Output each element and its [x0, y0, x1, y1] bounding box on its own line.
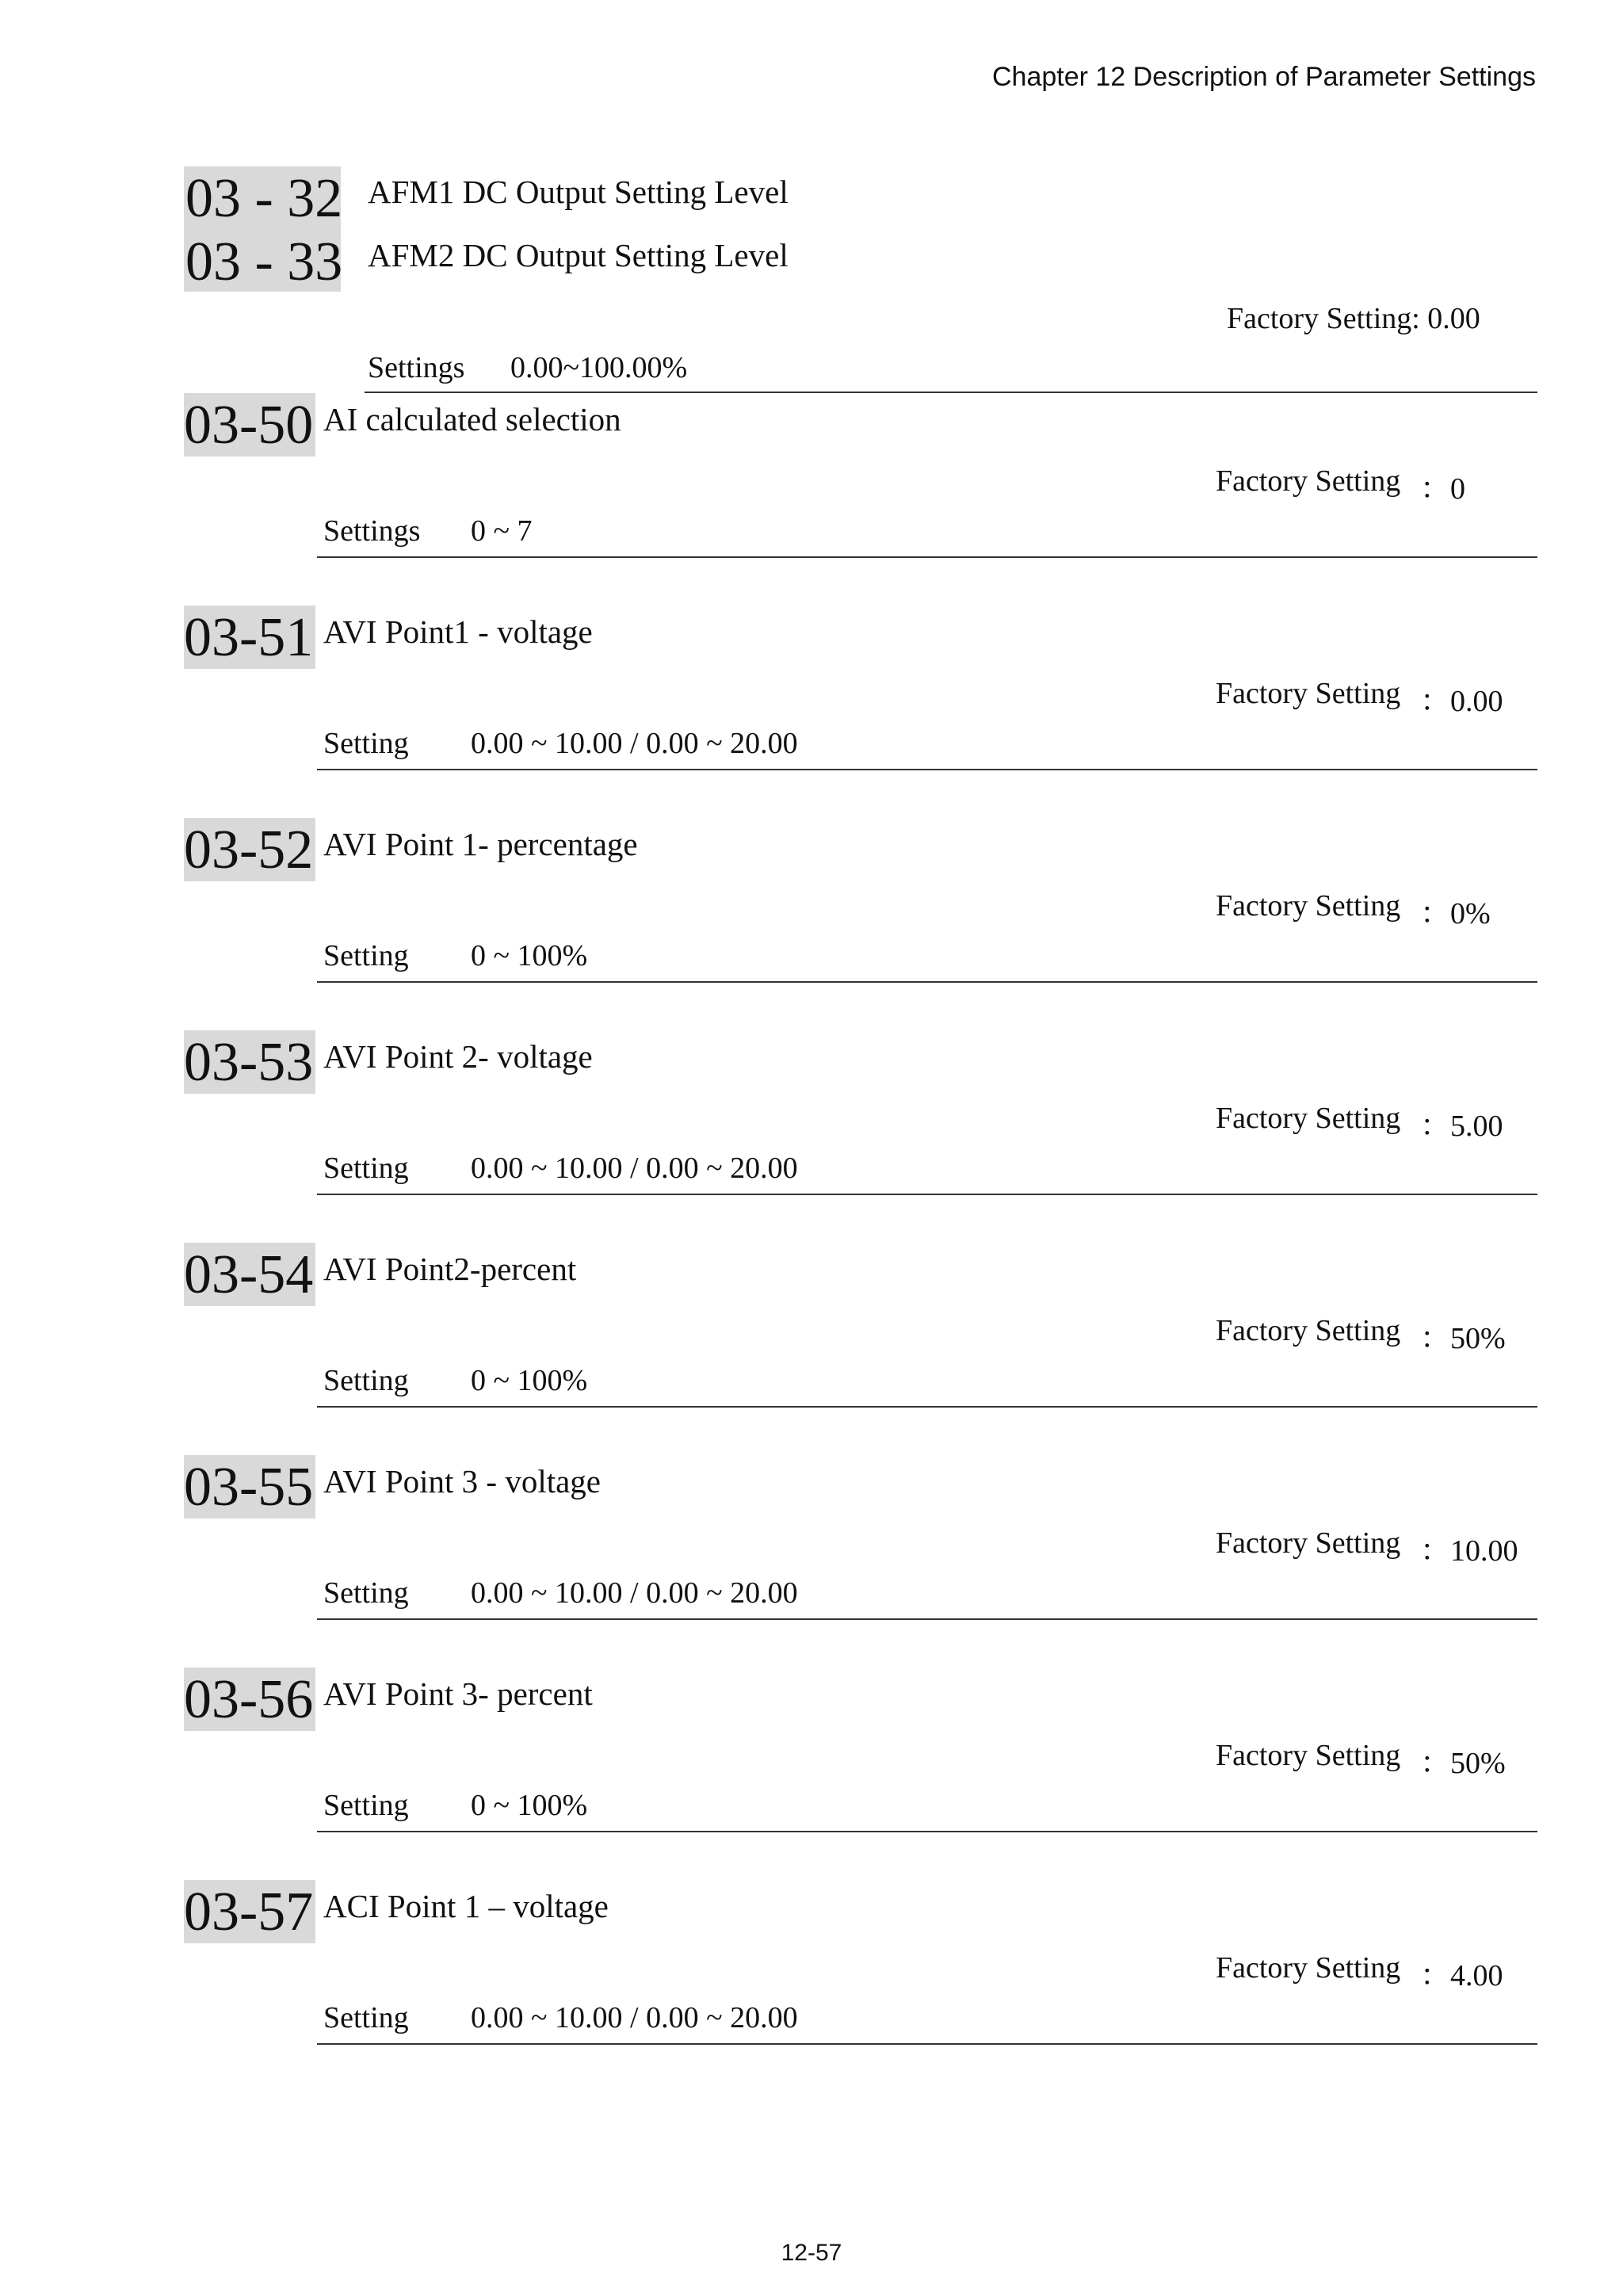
setting-value: 0 ~ 100% [471, 1364, 588, 1397]
param-title: AVI Point2-percent [323, 1251, 577, 1287]
section-divider [365, 392, 1537, 393]
factory-setting-label: Factory Setting [1216, 1102, 1401, 1135]
section-divider [317, 1406, 1537, 1408]
factory-setting-value: ：50% [1420, 1747, 1506, 1780]
factory-setting: Factory Setting: 0.00 [1227, 302, 1480, 335]
setting-label: Setting [323, 1789, 409, 1822]
section-divider [317, 2043, 1537, 2045]
setting-value: 0 ~ 100% [471, 939, 588, 972]
factory-setting-value: ：4.00 [1420, 1959, 1503, 1992]
param-number: 03-56 [184, 1669, 314, 1730]
section-divider [317, 1831, 1537, 1832]
setting-value: 0.00 ~ 10.00 / 0.00 ~ 20.00 [471, 1152, 798, 1185]
factory-setting-value: ：10.00 [1420, 1534, 1518, 1568]
param-title: AVI Point 2- voltage [323, 1038, 593, 1075]
setting-label: Setting [323, 1364, 409, 1397]
setting-value: 0.00 ~ 10.00 / 0.00 ~ 20.00 [471, 2001, 798, 2034]
param-number: 03-54 [184, 1244, 314, 1305]
section-divider [317, 981, 1537, 983]
setting-label: Settings [323, 514, 421, 548]
param-title: AI calculated selection [323, 401, 621, 437]
setting-label: Setting [323, 2001, 409, 2034]
section-divider [317, 556, 1537, 558]
factory-setting-value: ：0 [1420, 472, 1466, 506]
param-number: 03-50 [184, 395, 314, 456]
param-title: AVI Point 3 - voltage [323, 1463, 601, 1499]
setting-label: Setting [323, 1576, 409, 1610]
setting-label: Setting [323, 939, 409, 972]
section-divider [317, 769, 1537, 770]
factory-setting-label: Factory Setting [1216, 464, 1401, 498]
param-title: AFM2 DC Output Setting Level [368, 237, 789, 273]
param-title: AVI Point 3- percent [323, 1675, 593, 1712]
page-header: Chapter 12 Description of Parameter Settings [991, 62, 1536, 92]
param-title: AVI Point1 - voltage [323, 613, 593, 650]
param-number: 03-55 [184, 1457, 314, 1518]
factory-setting-label: Factory Setting [1216, 1526, 1401, 1560]
section-divider [317, 1618, 1537, 1620]
factory-setting-label: Factory Setting [1216, 1951, 1401, 1985]
param-number: 03-57 [184, 1881, 314, 1943]
param-title: AFM1 DC Output Setting Level [368, 174, 789, 210]
setting-label: Setting [323, 1152, 409, 1185]
factory-setting-value: ：5.00 [1420, 1110, 1503, 1143]
setting-value: 0.00 ~ 10.00 / 0.00 ~ 20.00 [471, 1576, 798, 1610]
page-number: 12-57 [781, 2240, 842, 2266]
param-title: AVI Point 1- percentage [323, 826, 638, 862]
setting-label: Setting [323, 727, 409, 760]
section-divider [317, 1194, 1537, 1195]
param-number: 03-53 [184, 1032, 314, 1093]
factory-setting-value: ：0% [1420, 897, 1491, 930]
setting-value: 0.00~100.00% [510, 351, 688, 384]
param-number: 03 - 33 [185, 231, 343, 292]
setting-label: Settings [368, 351, 465, 384]
factory-setting-label: Factory Setting [1216, 677, 1401, 710]
setting-value: 0 ~ 100% [471, 1789, 588, 1822]
param-number: 03 - 32 [185, 168, 343, 229]
factory-setting-value: ：0.00 [1420, 685, 1503, 718]
setting-value: 0 ~ 7 [471, 514, 533, 548]
factory-setting-label: Factory Setting [1216, 1314, 1401, 1347]
setting-value: 0.00 ~ 10.00 / 0.00 ~ 20.00 [471, 727, 798, 760]
factory-setting-value: ：50% [1420, 1322, 1506, 1355]
factory-setting-label: Factory Setting [1216, 1739, 1401, 1772]
param-number: 03-51 [184, 607, 314, 668]
param-number: 03-52 [184, 819, 314, 881]
factory-setting-label: Factory Setting [1216, 889, 1401, 923]
param-title: ACI Point 1 – voltage [323, 1888, 609, 1924]
